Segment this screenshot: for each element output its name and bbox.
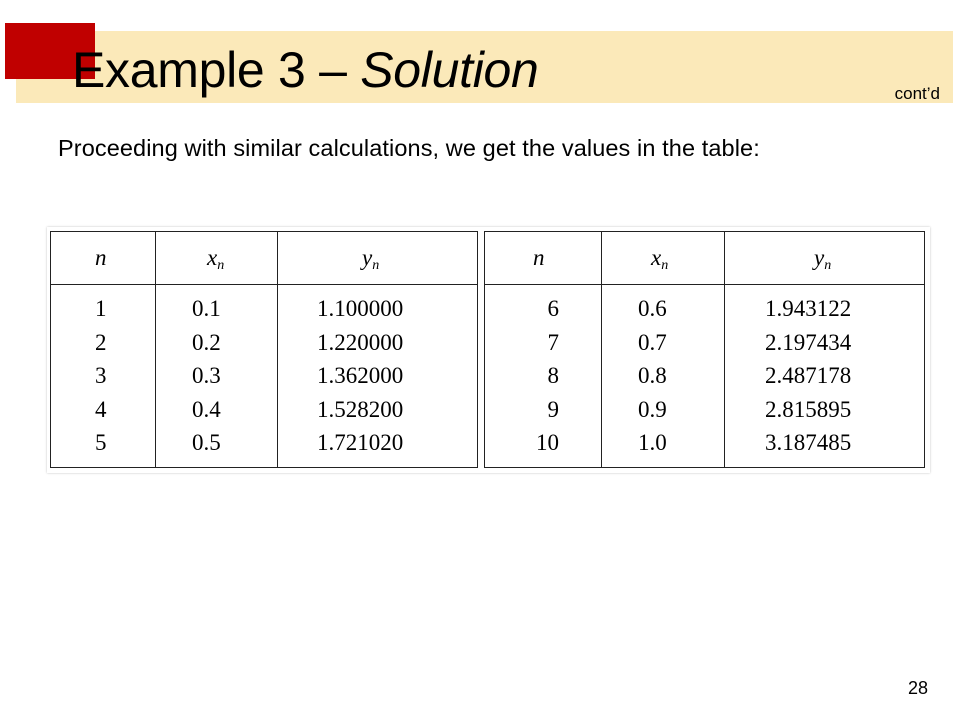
page-number: 28 <box>907 678 928 698</box>
column-x-values <box>192 292 221 460</box>
table-cell: 0.6 <box>638 296 667 321</box>
table-cell: 7 <box>547 329 559 355</box>
column-x-values <box>638 292 667 460</box>
table-cell: 0.8 <box>638 363 667 388</box>
table-cell: 10 <box>536 430 559 455</box>
table-right <box>484 231 925 468</box>
table-cell: 0.1 <box>192 296 221 321</box>
table-cell: 5 <box>95 430 107 455</box>
column-y-values <box>317 292 403 460</box>
table-cell: 2.487178 <box>765 363 852 388</box>
continued-label: cont’d <box>894 84 940 103</box>
table-cell: 2 <box>95 329 107 355</box>
table-cell: 3 <box>95 363 107 388</box>
slide-title <box>72 40 539 100</box>
table-cell: 1 <box>95 296 107 321</box>
title-italic: Solution <box>360 42 539 98</box>
body-text: Proceeding with similar calculations, we get the values in the table: <box>58 135 760 161</box>
header-x: $x_n$ <box>651 245 669 273</box>
table-cell: 1.220000 <box>317 329 404 355</box>
table-header <box>51 232 477 285</box>
table-cell: 1.528200 <box>317 396 404 422</box>
header-n: n <box>533 245 545 270</box>
table-cell: 2.197434 <box>765 329 852 355</box>
table-cell: 0.3 <box>192 363 221 388</box>
column-divider <box>277 232 278 467</box>
header-y: $y_n$ <box>362 245 380 273</box>
table-cell: 1.943122 <box>765 296 852 321</box>
values-table <box>47 227 930 473</box>
table-cell: 1.721020 <box>317 430 404 455</box>
table-cell: 1.362000 <box>317 363 404 388</box>
table-cell: 2.815895 <box>765 396 852 422</box>
table-cell: 4 <box>95 396 107 422</box>
table-cell: 3.187485 <box>765 430 852 455</box>
table-cell: 0.2 <box>192 329 221 355</box>
table-cell: 1.0 <box>638 430 667 455</box>
column-divider <box>155 232 156 467</box>
column-y-values <box>765 292 851 460</box>
table-header <box>485 232 924 285</box>
column-n-values <box>95 292 107 460</box>
table-cell: 8 <box>547 363 559 388</box>
header-n: n <box>95 245 107 270</box>
table-cell: 1.100000 <box>317 296 404 321</box>
column-n-values <box>525 292 559 460</box>
header-y: $y_n$ <box>814 245 832 273</box>
header-x: $x_n$ <box>207 245 225 273</box>
title-main: Example 3 – <box>72 42 361 98</box>
column-divider <box>601 232 602 467</box>
table-cell: 6 <box>547 296 559 321</box>
table-cell: 9 <box>547 396 559 422</box>
table-left <box>50 231 478 468</box>
table-cell: 0.7 <box>638 329 667 355</box>
table-cell: 0.4 <box>192 396 221 422</box>
column-divider <box>724 232 725 467</box>
table-cell: 0.9 <box>638 396 667 422</box>
table-cell: 0.5 <box>192 430 221 455</box>
